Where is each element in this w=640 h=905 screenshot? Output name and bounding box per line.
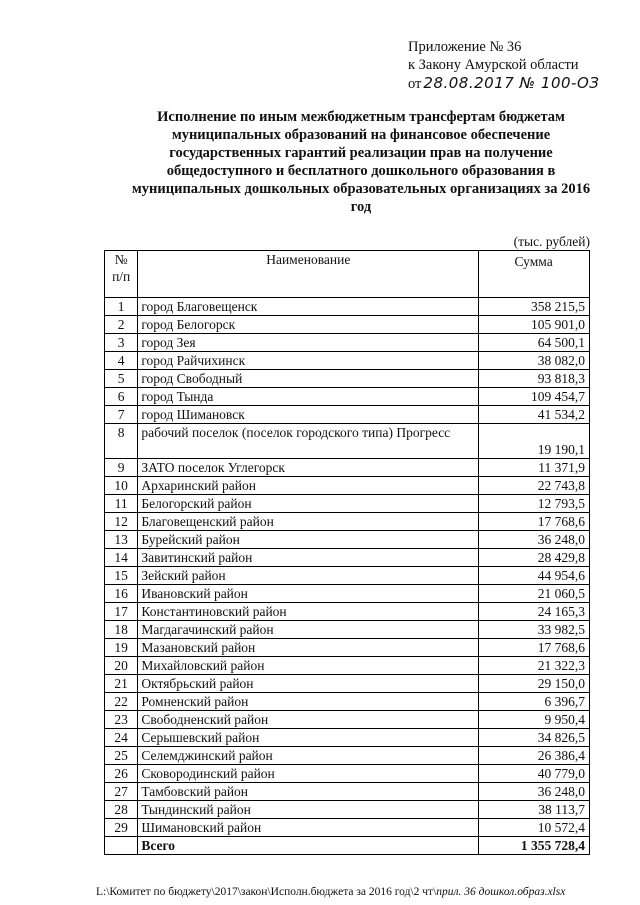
table-body: [105, 298, 590, 855]
table-row: [105, 711, 590, 729]
table-row: [105, 621, 590, 639]
table-row: [105, 747, 590, 765]
transfers-table: [104, 250, 590, 855]
row-sum: 36 248,0: [479, 531, 590, 549]
row-sum: 9 950,4: [479, 711, 590, 729]
row-name: Бурейский район: [138, 531, 479, 549]
row-num: 6: [105, 388, 138, 406]
table-header-row: [105, 251, 590, 298]
row-num: 15: [105, 567, 138, 585]
table-row: [105, 657, 590, 675]
row-name: Октябрьский район: [138, 675, 479, 693]
row-name: Серышевский район: [138, 729, 479, 747]
row-sum: 38 113,7: [479, 801, 590, 819]
row-num: 29: [105, 819, 138, 837]
row-sum: 38 082,0: [479, 352, 590, 370]
row-num: 1: [105, 298, 138, 316]
document-title: Исполнение по иным межбюджетным трансфертам бюджетам муниципальных образований на финансовое обеспечение государственных гарантий реализации прав на получение общедоступного и бесплатного дошкольного образования в муниципальных дошкольных образовательных организациях за 2016 год: [131, 109, 591, 215]
row-sum: 11 371,9: [479, 459, 590, 477]
row-num: 16: [105, 585, 138, 603]
appendix-date-line: [408, 74, 599, 93]
row-name: Тындинский район: [138, 801, 479, 819]
row-name: Архаринский район: [138, 477, 479, 495]
row-num: 18: [105, 621, 138, 639]
row-num: 24: [105, 729, 138, 747]
row-num: 8: [105, 424, 138, 459]
total-row: [105, 837, 590, 855]
row-name: Селемджинский район: [138, 747, 479, 765]
row-name: город Благовещенск: [138, 298, 479, 316]
row-name: Михайловский район: [138, 657, 479, 675]
row-num: 5: [105, 370, 138, 388]
table-row: [105, 513, 590, 531]
row-name: Ромненский район: [138, 693, 479, 711]
file-path-footer: [96, 886, 565, 898]
row-name: город Райчихинск: [138, 352, 479, 370]
row-num: 4: [105, 352, 138, 370]
table-row: [105, 298, 590, 316]
appendix-date-prefix: от: [408, 76, 422, 92]
row-name: город Белогорск: [138, 316, 479, 334]
header-sum: Сумма: [479, 251, 590, 298]
row-sum: 29 150,0: [479, 675, 590, 693]
row-num: 22: [105, 693, 138, 711]
table-row: [105, 693, 590, 711]
file-name: прил. 36 дошкол.образ.xlsx: [436, 886, 566, 898]
row-num: 12: [105, 513, 138, 531]
row-sum: 21 322,3: [479, 657, 590, 675]
row-num: 23: [105, 711, 138, 729]
units-label: (тыс. рублей): [513, 234, 590, 249]
table-row: [105, 765, 590, 783]
row-sum: 109 454,7: [479, 388, 590, 406]
table-row: [105, 567, 590, 585]
row-name: Сковородинский район: [138, 765, 479, 783]
row-num: 17: [105, 603, 138, 621]
table-row: [105, 352, 590, 370]
row-sum: 40 779,0: [479, 765, 590, 783]
row-name: город Шимановск: [138, 406, 479, 424]
file-path: L:\Комитет по бюджету\2017\закон\Исполн.бюджета за 2016 год\2 чт\: [96, 886, 437, 898]
table-row: [105, 334, 590, 352]
appendix-header: [408, 38, 599, 93]
table-row: [105, 459, 590, 477]
table-row: [105, 639, 590, 657]
row-name: Белогорский район: [138, 495, 479, 513]
row-num: 2: [105, 316, 138, 334]
handwritten-date-number: 28.08.2017 № 100-ОЗ: [423, 74, 600, 92]
row-num: 19: [105, 639, 138, 657]
row-name: Свободненский район: [138, 711, 479, 729]
row-sum: 6 396,7: [479, 693, 590, 711]
table-row: [105, 370, 590, 388]
row-sum: 358 215,5: [479, 298, 590, 316]
row-sum: 33 982,5: [479, 621, 590, 639]
table-row: [105, 388, 590, 406]
row-num: 13: [105, 531, 138, 549]
table-row: [105, 819, 590, 837]
table-row: [105, 531, 590, 549]
row-num: 21: [105, 675, 138, 693]
row-name: город Свободный: [138, 370, 479, 388]
row-num: 10: [105, 477, 138, 495]
table-row: [105, 406, 590, 424]
row-sum: 10 572,4: [479, 819, 590, 837]
total-num: [105, 837, 138, 855]
row-name: Ивановский район: [138, 585, 479, 603]
row-name: Мазановский район: [138, 639, 479, 657]
row-num: 26: [105, 765, 138, 783]
row-sum: 34 826,5: [479, 729, 590, 747]
row-num: 14: [105, 549, 138, 567]
table-row: [105, 603, 590, 621]
row-sum: 64 500,1: [479, 334, 590, 352]
total-label: Всего: [138, 837, 479, 855]
row-name: Константиновский район: [138, 603, 479, 621]
row-num: 3: [105, 334, 138, 352]
row-sum: 105 901,0: [479, 316, 590, 334]
row-name: Тамбовский район: [138, 783, 479, 801]
row-sum: 26 386,4: [479, 747, 590, 765]
row-sum: 22 743,8: [479, 477, 590, 495]
row-name: ЗАТО поселок Углегорск: [138, 459, 479, 477]
row-sum: 28 429,8: [479, 549, 590, 567]
row-num: 25: [105, 747, 138, 765]
table-row: [105, 801, 590, 819]
row-name: Шимановский район: [138, 819, 479, 837]
row-sum: 41 534,2: [479, 406, 590, 424]
row-sum: 17 768,6: [479, 513, 590, 531]
row-name: рабочий поселок (поселок городского типа) Прогресс: [138, 424, 479, 459]
row-name: город Тында: [138, 388, 479, 406]
table-row: [105, 585, 590, 603]
table-row: [105, 783, 590, 801]
row-num: 27: [105, 783, 138, 801]
row-name: город Зея: [138, 334, 479, 352]
table-row: [105, 549, 590, 567]
row-sum: 12 793,5: [479, 495, 590, 513]
row-num: 20: [105, 657, 138, 675]
row-num: 28: [105, 801, 138, 819]
table-row: [105, 675, 590, 693]
row-num: 7: [105, 406, 138, 424]
row-sum: 36 248,0: [479, 783, 590, 801]
table-row: [105, 495, 590, 513]
table-row: [105, 729, 590, 747]
header-num: № п/п: [105, 251, 138, 298]
row-sum: 21 060,5: [479, 585, 590, 603]
row-name: Завитинский район: [138, 549, 479, 567]
table-row: [105, 477, 590, 495]
row-sum: 19 190,1: [479, 424, 590, 459]
row-num: 9: [105, 459, 138, 477]
total-sum: 1 355 728,4: [479, 837, 590, 855]
row-sum: 17 768,6: [479, 639, 590, 657]
table-row: [105, 316, 590, 334]
row-name: Магдагачинский район: [138, 621, 479, 639]
row-sum: 24 165,3: [479, 603, 590, 621]
header-name: Наименование: [138, 251, 479, 298]
appendix-number: Приложение № 36: [408, 39, 522, 55]
row-name: Благовещенский район: [138, 513, 479, 531]
row-sum: 93 818,3: [479, 370, 590, 388]
row-sum: 44 954,6: [479, 567, 590, 585]
row-name: Зейский район: [138, 567, 479, 585]
table-row: [105, 424, 590, 459]
row-num: 11: [105, 495, 138, 513]
appendix-law: к Закону Амурской области: [408, 57, 579, 73]
